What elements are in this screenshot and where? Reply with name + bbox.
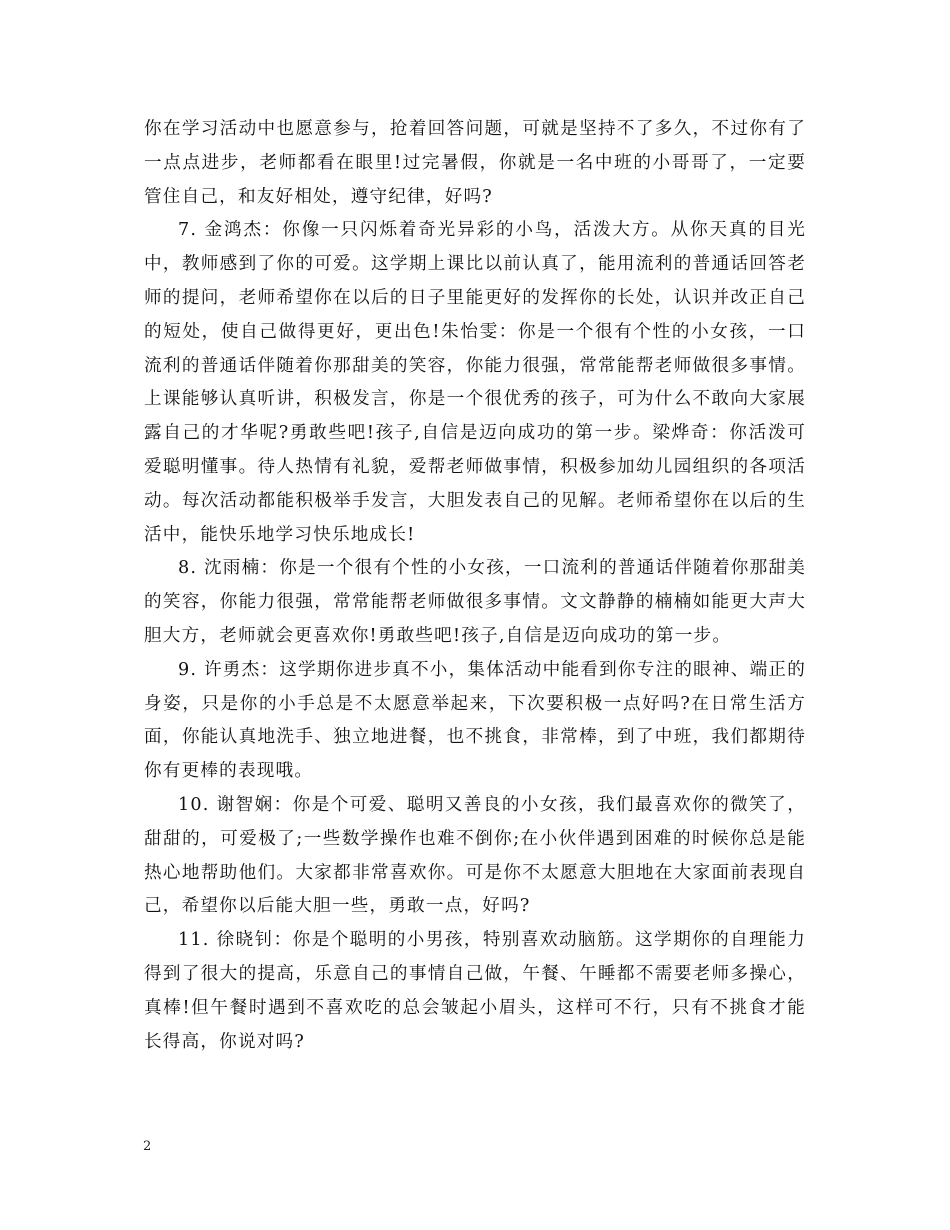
paragraph: 11. 徐晓钊：你是个聪明的小男孩，特别喜欢动脑筋。这学期你的自理能力得到了很大的提高，乐意自己的事情自己做，午餐、午睡都不需要老师多操心，真棒!但午餐时遇到不喜欢吃的总会皱起小眉头，这样可不行，只有不挑食才能长得高，你说对吗?: [144, 930, 806, 1052]
paragraph: 10. 谢智娴：你是个可爱、聪明又善良的小女孩，我们最喜欢你的微笑了，甜甜的，可爱极了;一些数学操作也难不倒你;在小伙伴遇到困难的时候你总是能热心地帮助他们。大家都非常喜欢你。可是你不太愿意大胆地在大家面前表现自己，希望你以后能大胆一些，勇敢一点，好吗?: [144, 794, 806, 917]
paragraph: 7. 金鸿杰：你像一只闪烁着奇光异彩的小鸟，活泼大方。从你天真的目光中，教师感到了你的可爱。这学期上课比以前认真了，能用流利的普通话回答老师的提问，老师希望你在以后的日子里能更好的发挥你的长处，认识并改正自己的短处，使自己做得更好，更出色!朱怡雯：你是一个很有个性的小女孩，一口流利的普通话伴随着你那甜美的笑容，你能力很强，常常能帮老师做很多事情。上课能够认真听讲，积极发言，你是一个很优秀的孩子，可为什么不敢向大家展露自己的才华呢?勇敢些吧!孩子,自信是迈向成功的第一步。梁烨奇：你活泼可爱聪明懂事。待人热情有礼貌，爱帮老师做事情，积极参加幼儿园组织的各项活动。每次活动都能积极举手发言，大胆发表自己的见解。老师希望你在以后的生活中，能快乐地学习快乐地成长!: [144, 220, 806, 545]
paragraph: 你在学习活动中也愿意参与，抢着回答问题，可就是坚持不了多久，不过你有了一点点进步，老师都看在眼里!过完暑假，你就是一名中班的小哥哥了，一定要管住自己，和友好相处，遵守纪律，好吗?: [144, 119, 806, 207]
page-number: 2: [143, 1139, 152, 1154]
paragraph: 8. 沈雨楠：你是一个很有个性的小女孩，一口流利的普通话伴随着你那甜美的笑容，你能力很强，常常能帮老师做很多事情。文文静静的楠楠如能更大声大胆大方，老师就会更喜欢你!勇敢些吧!孩子,自信是迈向成功的第一步。: [144, 558, 806, 646]
paragraph: 9. 许勇杰：这学期你进步真不小，集体活动中能看到你专注的眼神、端正的身姿，只是你的小手总是不太愿意举起来，下次要积极一点好吗?在日常生活方面，你能认真地洗手、独立地进餐，也不挑食，非常棒，到了中班，我们都期待你有更棒的表现哦。: [144, 659, 806, 782]
document-body: [144, 113, 806, 1059]
